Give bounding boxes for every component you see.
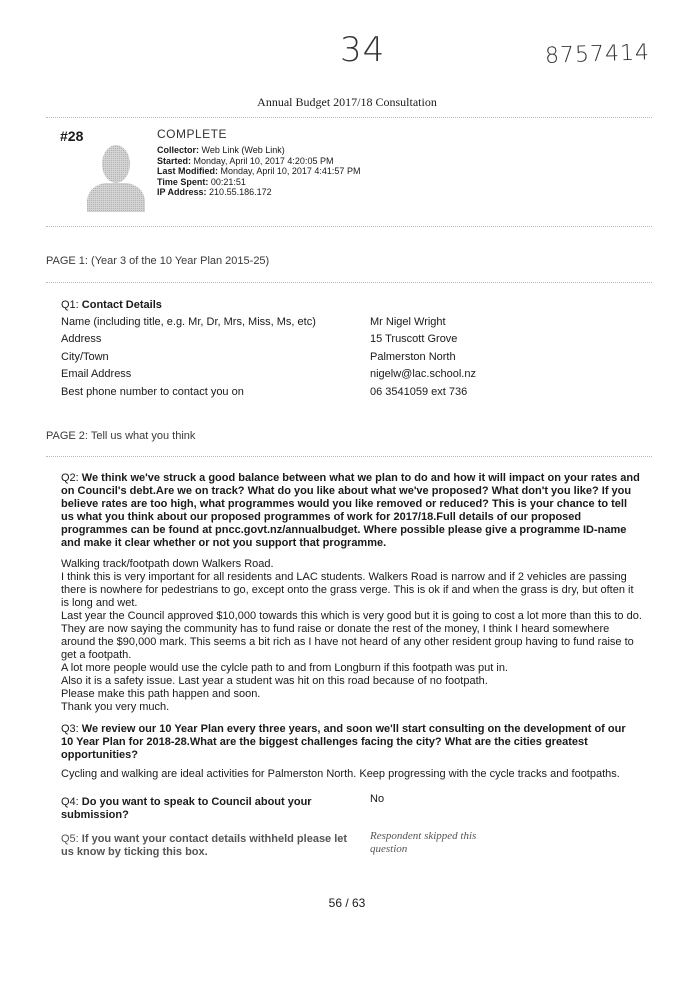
ip-address-value: 210.55.186.172 [209,187,272,197]
q2-answer-line: there is nowhere for pedestrians to go, except onto the grass verge. This is ok if and when the grass is dry, but often it [61,584,634,596]
q2-answer-line: I think this is very important for all residents and LAC students. Walkers Road is narrow and if 2 vehicles are passing [61,571,627,583]
q2-answer [61,558,661,714]
q1-number: Q1: [61,299,79,311]
q1-row-label: Best phone number to contact you on [61,386,244,398]
page-2-divider [46,456,652,457]
q1-heading [61,299,162,311]
handwritten-reference-number: 8757414 [544,40,651,69]
time-spent-value: 00:21:51 [210,176,246,187]
page-indicator: 56 / 63 [328,896,366,910]
q2-answer-line: Last year the Council approved $10,000 towards this which is very good but it is going to cost a lot more than this to do. [61,610,642,622]
q3-answer: Cycling and walking are ideal activities for Palmerston North. Keep progressing with the cycle tracks and footpaths. [61,768,620,780]
q3-question-line: We review our 10 Year Plan every three years, and soon we'll start consulting on the development of our [81,723,626,735]
ip-address-label: IP Address: [157,187,207,197]
response-number: #28 [60,128,84,144]
response-status: COMPLETE [157,127,228,141]
q4-question [61,796,361,822]
q4-question-line: submission? [61,809,129,821]
page-2-label: PAGE 2: Tell us what you think [46,430,196,442]
last-modified-label: Last Modified: [157,166,218,176]
q5-answer-line: question [370,843,408,855]
q2-question-line: programmes can be found at pncc.govt.nz/annualbudget. Where possible please give a programme ID-name [61,524,627,536]
header-divider [46,117,652,118]
q1-row-value: nigelw@lac.school.nz [370,368,476,380]
q2-answer-line: Also it is a safety issue. Last year a student was hit on this road because of no footpath. [61,675,488,687]
q2-question-line: on Council's debt.Are we on track? What do you like about what we've proposed? What don't you like? If you [61,485,632,497]
q1-row-label: City/Town [61,351,109,363]
q4-number: Q4: [61,796,79,808]
q3-question-line: 10 Year Plan for 2018-28.What are the biggest challenges facing the city? What are the cities greatest [61,736,588,748]
q3-question [61,723,651,762]
avatar-placeholder-icon [85,140,147,212]
q2-answer-line: Walking track/footpath down Walkers Road. [61,558,274,570]
started-label: Started: [157,155,192,166]
q1-row-value: Palmerston North [370,351,456,363]
q2-answer-line: Please make this path happen and soon. [61,688,261,700]
q2-answer-line: get a footpath. [61,649,132,661]
q5-answer-line: Respondent skipped this [370,830,477,842]
metadata-divider [46,226,652,227]
q1-title: Contact Details [81,299,162,311]
collector-value: Web Link (Web Link) [201,145,285,155]
q5-answer [370,830,476,856]
q1-row-value: 15 Truscott Grove [370,333,458,345]
q4-question-line: Do you want to speak to Council about your [81,796,312,808]
q5-question-line: us know by ticking this box. [61,846,208,858]
q1-row-value: Mr Nigel Wright [370,316,446,328]
time-spent-label: Time Spent: [157,176,209,187]
q2-answer-line: Thank you very much. [61,701,170,713]
q2-answer-line: is long and wet. [61,597,138,609]
q3-question-line: opportunities? [61,749,138,761]
q2-question-line: and make it clear whether or not you support that programme. [61,537,387,549]
q2-answer-line: A lot more people would use the cylcle path to and from Longburn if this footpath was put in. [61,662,508,674]
response-metadata [157,145,360,198]
handwritten-page-number: 34 [340,30,386,70]
q1-row-label: Email Address [61,368,132,380]
q3-number: Q3: [61,723,79,735]
started-value: Monday, April 10, 2017 4:20:05 PM [193,155,334,166]
q2-question-line: us what you think about our proposed programmes of work for 2017/18.Full details of our proposed [61,511,582,523]
q5-question [61,833,361,859]
document-title: Annual Budget 2017/18 Consultation [257,95,437,109]
last-modified-value: Monday, April 10, 2017 4:41:57 PM [220,166,361,176]
q1-row-value: 06 3541059 ext 736 [370,386,468,398]
q1-row-label: Name (including title, e.g. Mr, Dr, Mrs, Miss, Ms, etc) [61,316,316,328]
q2-answer-line: around the $90,000 mark. This seems a bit rich as I have not heard of any other resident group having to fund raise to [61,636,634,648]
collector-label: Collector: [157,145,200,155]
q5-number: Q5: [61,833,79,845]
page-1-label: PAGE 1: (Year 3 of the 10 Year Plan 2015-25) [46,255,270,267]
q2-answer-line: They are now saying the community has to fund raise or donate the rest of the money, I think I heard somewhere [61,623,610,635]
q2-question-line: believe rates are too high, what programmes would you like removed or reduced? This is your chance to tell [61,498,628,510]
page-1-divider [46,282,652,283]
q2-question [61,472,651,550]
q1-row-label: Address [61,333,102,345]
q5-question-line: If you want your contact details withheld please let [81,833,348,845]
q2-number: Q2: [61,472,79,484]
q2-question-line: We think we've struck a good balance between what we plan to do and how it will impact on your rates and [81,472,640,484]
q4-answer: No [370,793,385,805]
